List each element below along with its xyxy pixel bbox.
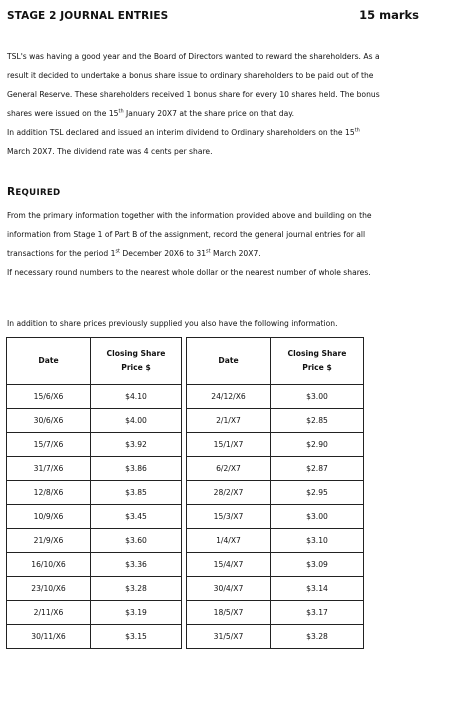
price-cell: $3.92 [91, 433, 182, 457]
date-cell: 23/10/X6 [7, 577, 91, 601]
date-cell: 6/2/X7 [187, 457, 271, 481]
price-cell: $3.17 [271, 601, 364, 625]
table-row [7, 481, 364, 505]
price-cell: $2.95 [271, 481, 364, 505]
date-cell: 30/4/X7 [187, 577, 271, 601]
price-cell: $3.00 [271, 385, 364, 409]
price-cell: $2.87 [271, 457, 364, 481]
date-cell: 28/2/X7 [187, 481, 271, 505]
date-cell: 15/7/X6 [7, 433, 91, 457]
price-cell: $3.86 [91, 457, 182, 481]
page-title: STAGE 2 JOURNAL ENTRIES [7, 10, 169, 22]
table-row [7, 457, 364, 481]
date-cell: 2/11/X6 [7, 601, 91, 625]
date-cell: 24/12/X6 [187, 385, 271, 409]
price-cell: $3.36 [91, 553, 182, 577]
table-row [7, 601, 364, 625]
date-cell: 30/11/X6 [7, 625, 91, 649]
price-header: Closing Share Price $ [271, 338, 364, 385]
required-heading: REQUIRED [7, 186, 61, 198]
table-body [7, 385, 364, 649]
price-cell: $2.85 [271, 409, 364, 433]
date-cell: 18/5/X7 [187, 601, 271, 625]
price-cell: $3.09 [271, 553, 364, 577]
price-header: Closing Share Price $ [91, 338, 182, 385]
table-intro: In addition to share prices previously supplied you also have the following information. [7, 319, 338, 328]
required-paragraph: From the primary information together with the information provided above and building on the information from Stage 1 of Part B of the assignment, record the general journal entries for all transactions for the period 1st December 20X6 to 31st March 20X7. If necessary round numbers to the nearest whole dollar or the nearest number of whole shares. [7, 211, 372, 277]
intro-paragraph-1: TSL's was having a good year and the Board of Directors wanted to reward the shareholders. As a result it decided to undertake a bonus share issue to ordinary shareholders to be paid out of the General Reserve. These shareholders received 1 bonus share for every 10 shares held. The bonus shares were issued on the 15th January 20X7 at the share price on that day. In addition TSL declared and issued an interim dividend to Ordinary shareholders on the 15th March 20X7. The dividend rate was 4 cents per share. [7, 52, 380, 156]
table-row [7, 553, 364, 577]
table-row [7, 385, 364, 409]
table-row [7, 529, 364, 553]
table-row [7, 433, 364, 457]
date-header: Date [7, 338, 91, 385]
date-cell: 10/9/X6 [7, 505, 91, 529]
price-cell: $3.19 [91, 601, 182, 625]
price-cell: $3.10 [271, 529, 364, 553]
price-cell: $2.90 [271, 433, 364, 457]
date-cell: 15/4/X7 [187, 553, 271, 577]
table-row [7, 625, 364, 649]
date-cell: 15/1/X7 [187, 433, 271, 457]
table-row [7, 577, 364, 601]
date-cell: 2/1/X7 [187, 409, 271, 433]
table-header-row [7, 338, 364, 385]
price-cell: $3.60 [91, 529, 182, 553]
header [7, 8, 419, 22]
price-cell: $3.28 [91, 577, 182, 601]
date-header: Date [187, 338, 271, 385]
date-cell: 31/5/X7 [187, 625, 271, 649]
table-row [7, 409, 364, 433]
table-row [7, 505, 364, 529]
price-cell: $3.45 [91, 505, 182, 529]
date-cell: 30/6/X6 [7, 409, 91, 433]
date-cell: 1/4/X7 [187, 529, 271, 553]
share-price-table [6, 337, 364, 649]
price-cell: $3.85 [91, 481, 182, 505]
price-cell: $3.14 [271, 577, 364, 601]
price-cell: $4.00 [91, 409, 182, 433]
date-cell: 21/9/X6 [7, 529, 91, 553]
marks-label: 15 marks [359, 8, 419, 22]
date-cell: 16/10/X6 [7, 553, 91, 577]
price-cell: $4.10 [91, 385, 182, 409]
date-cell: 15/3/X7 [187, 505, 271, 529]
price-cell: $3.00 [271, 505, 364, 529]
price-cell: $3.15 [91, 625, 182, 649]
date-cell: 15/6/X6 [7, 385, 91, 409]
date-cell: 12/8/X6 [7, 481, 91, 505]
price-cell: $3.28 [271, 625, 364, 649]
date-cell: 31/7/X6 [7, 457, 91, 481]
